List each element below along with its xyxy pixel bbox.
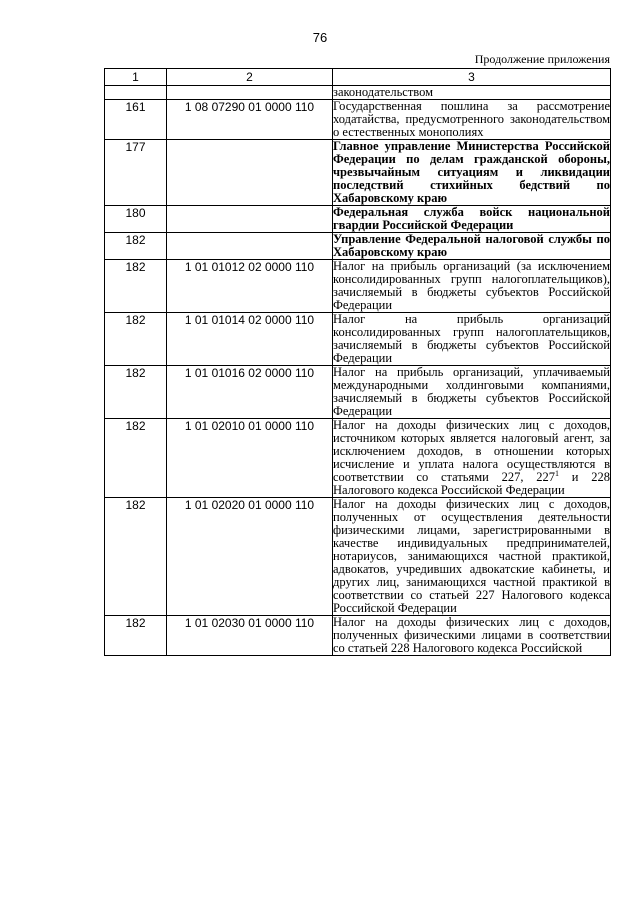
table-header-row [105,69,611,86]
cell-admin: 182 [105,260,167,313]
description-text: Налог на доходы физических лиц с доходов, источником которых является налоговый агент, за исключением доходов, в отношении которых исчисление и уплата налога осуществляются в соответствии со статьями 227, 227 [333,418,610,484]
cell-description: Налог на доходы физических лиц с доходов, полученных физическими лицами в соответствии со статьей 228 Налогового кодекса Российской [333,615,610,655]
cell-admin: 180 [105,206,167,233]
cell-code [167,233,333,260]
table-row [105,233,611,260]
cell-code [167,206,333,233]
cell-description: Главное управление Министерства Российской Федерации по делам гражданской обороны, чрезвычайным ситуациям и ликвидации последствий стихийных бедствий по Хабаровскому краю [333,139,610,205]
revenue-table [104,68,611,656]
cell-description: Налог на прибыль организаций консолидированных групп налогоплательщиков, зачисляемый в бюджеты субъектов Российской Федерации [333,312,610,365]
header-col-2: 2 [167,69,333,86]
cell-code: 1 01 01012 02 0000 110 [167,260,333,313]
header-col-1: 1 [105,69,167,86]
description-text-tail: и 228 Налогового кодекса Российской Федерации [333,470,610,497]
cell-admin: 182 [105,233,167,260]
table-row [105,260,611,313]
cell-code [167,86,333,100]
cell-code: 1 08 07290 01 0000 110 [167,100,333,140]
cell-admin: 182 [105,366,167,419]
table-row [105,140,611,206]
cell-admin: 182 [105,498,167,616]
cell-admin: 182 [105,419,167,498]
cell-code: 1 01 02030 01 0000 110 [167,616,333,656]
cell-description: Налог на прибыль организаций, уплачиваемый международными холдинговыми компаниями, зачисляемый в бюджеты субъектов Российской Федерации [333,365,610,418]
header-col-3: 3 [333,69,611,86]
cell-code: 1 01 01014 02 0000 110 [167,313,333,366]
cell-description: законодательством [333,86,611,100]
cell-code: 1 01 02010 01 0000 110 [167,419,333,498]
cell-admin [105,86,167,100]
cell-code: 1 01 02020 01 0000 110 [167,498,333,616]
table-row [105,206,611,233]
continuation-note: Продолжение приложения [474,52,610,66]
cell-description: Федеральная служба войск национальной гвардии Российской Федерации [333,205,610,232]
superscript: 1 [555,468,560,478]
table-row [105,313,611,366]
cell-admin: 177 [105,140,167,206]
cell-code: 1 01 01016 02 0000 110 [167,366,333,419]
cell-description: Налог на прибыль организаций (за исключением консолидированных групп налогоплательщиков), зачисляемый в бюджеты субъектов Российской Федерации [333,259,610,312]
table-row [105,366,611,419]
table-row [105,616,611,656]
cell-description: Государственная пошлина за рассмотрение ходатайства, предусмотренного законодательством о естественных монополиях [333,99,610,139]
cell-admin: 182 [105,616,167,656]
cell-code [167,140,333,206]
cell-description [333,419,611,498]
table-row [105,498,611,616]
cell-admin: 182 [105,313,167,366]
cell-description: Управление Федеральной налоговой службы по Хабаровскому краю [333,232,610,259]
cell-description: Налог на доходы физических лиц с доходов, полученных от осуществления деятельности физическими лицами, зарегистрированными в качестве индивидуальных предпринимателей, нотариусов, занимающихся частной практикой, адвокатов, учредивших адвокатские кабинеты, и других лиц, занимающихся частной практикой в соответствии со статьей 227 Налогового кодекса Российской Федерации [333,497,610,615]
cell-admin: 161 [105,100,167,140]
page-number: 76 [312,30,328,45]
table-row [105,100,611,140]
table-row-continuation [105,86,611,100]
table-row [105,419,611,498]
